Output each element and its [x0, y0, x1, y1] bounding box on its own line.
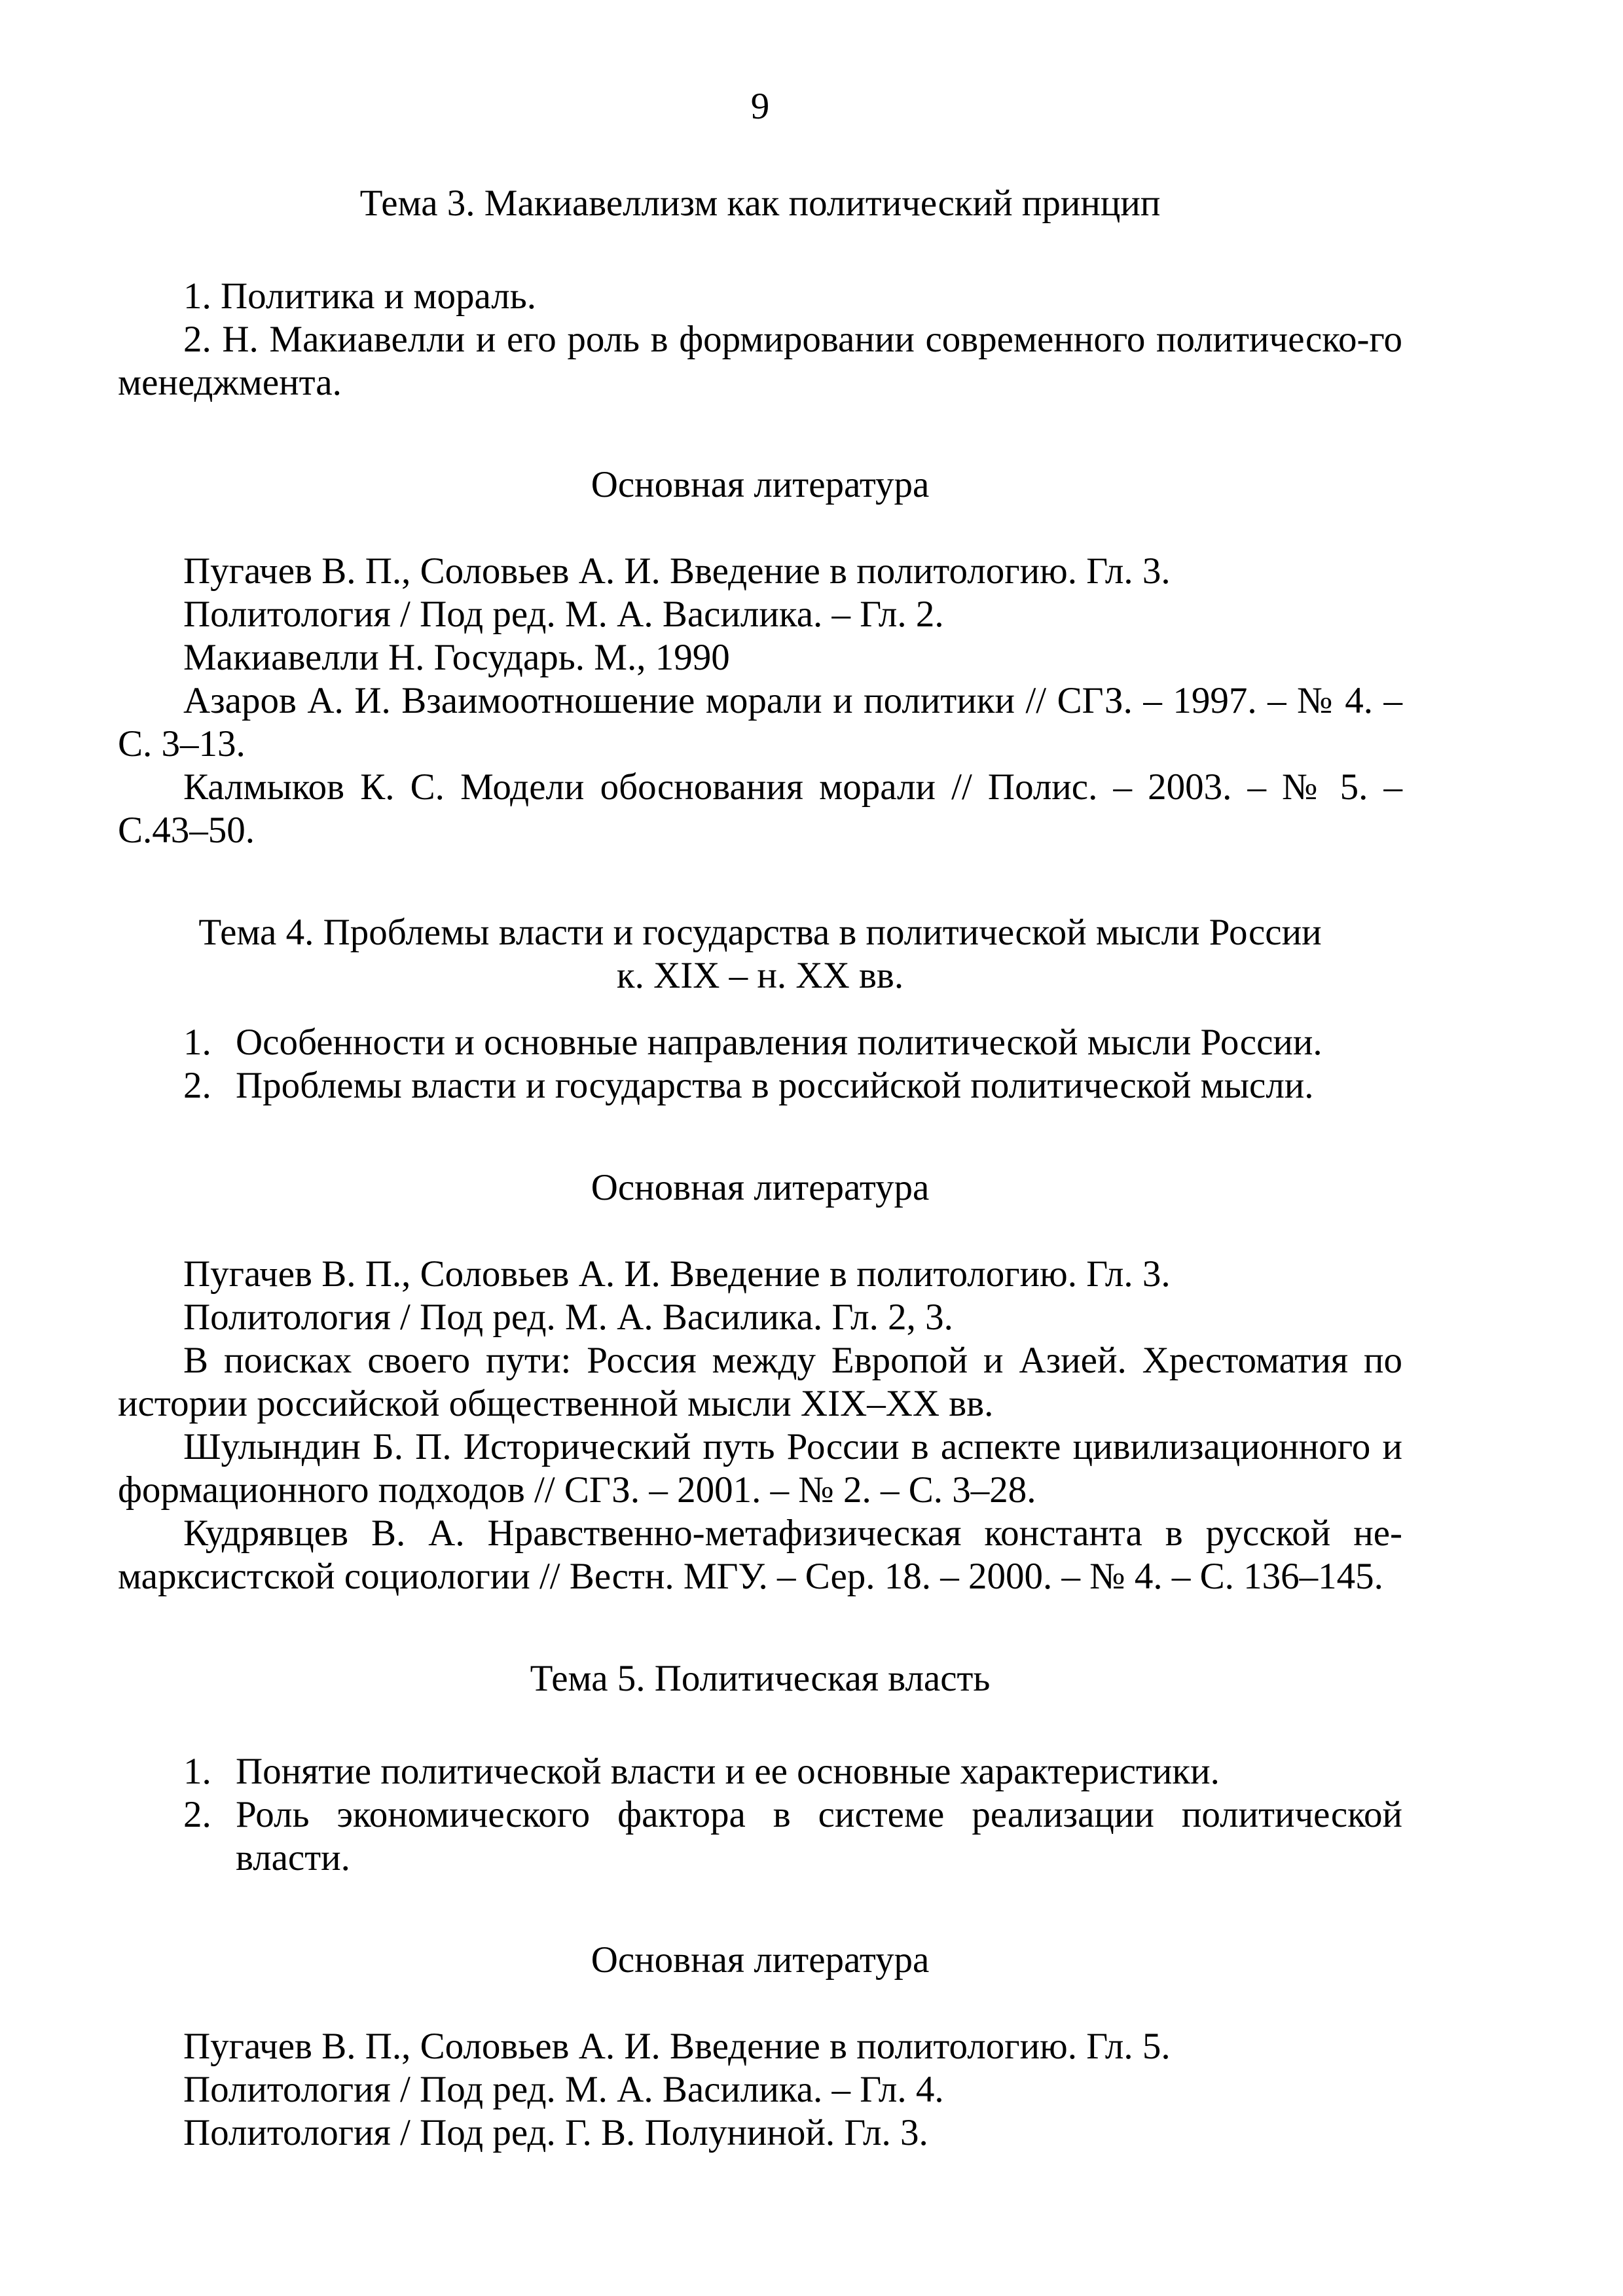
topic-4-title-line-2: к. XIX – н. XX вв.	[616, 955, 904, 996]
topic-5-item-2-number: 2.	[183, 1794, 211, 1835]
topic-5-section	[118, 1657, 1402, 2155]
topic-3-literature-4: Азаров А. И. Взаимоотношение морали и политики // СГЗ. – 1997. – № 4. – С. 3–13.	[118, 680, 1402, 764]
topic-5-question-list	[118, 1750, 1402, 1880]
topic-5-item-1	[118, 1750, 1402, 1793]
topic-4-literature-2: Политология / Под ред. М. А. Василика. Гл. 2, 3.	[183, 1297, 953, 1338]
topic-5-literature-3: Политология / Под ред. Г. В. Полуниной. Гл. 3.	[183, 2112, 928, 2153]
topic-4-item-2	[118, 1064, 1402, 1107]
topic-4-item-2-text: Проблемы власти и государства в российской политической мысли.	[236, 1065, 1314, 1106]
topic-4-literature-1: Пугачев В. П., Соловьев А. И. Введение в политологию. Гл. 3.	[183, 1253, 1171, 1295]
topic-3-literature-3: Макиавелли Н. Государь. М., 1990	[183, 637, 730, 678]
document-page	[118, 85, 1402, 2155]
topic-4-literature-4: Шулындин Б. П. Исторический путь России в аспекте цивилизационного и формационного подходов // СГЗ. – 2001. – № 2. – С. 3–28.	[118, 1426, 1402, 1511]
topic-3-literature-heading: Основная литература	[591, 464, 930, 505]
topic-3-literature-5: Калмыков К. С. Модели обоснования морали // Полис. – 2003. – № 5. – С.43–50.	[118, 766, 1402, 851]
topic-5-title: Тема 5. Политическая власть	[530, 1658, 991, 1699]
topic-5-literature-1: Пугачев В. П., Соловьев А. И. Введение в политологию. Гл. 5.	[183, 2026, 1171, 2067]
topic-3-title: Тема 3. Макиавеллизм как политический принцип	[359, 183, 1161, 224]
topic-4-section	[118, 911, 1402, 1598]
topic-5-item-1-number: 1.	[183, 1751, 211, 1792]
topic-3-literature-2: Политология / Под ред. М. А. Василика. – Гл. 2.	[183, 594, 944, 635]
topic-5-item-2	[118, 1793, 1402, 1880]
topic-4-literature-5: Кудрявцев В. А. Нравственно-метафизическая константа в русской не-марксистской социологии // Вестн. МГУ. – Сер. 18. – 2000. – № 4. – С. 136–145.	[118, 1513, 1402, 1597]
topic-3-literature-1: Пугачев В. П., Соловьев А. И. Введение в политологию. Гл. 3.	[183, 550, 1171, 592]
topic-5-item-1-text: Понятие политической власти и ее основные характеристики.	[236, 1751, 1220, 1792]
topic-5-item-2-text: Роль экономического фактора в системе реализации политической власти.	[236, 1794, 1402, 1878]
topic-5-literature-2: Политология / Под ред. М. А. Василика. – Гл. 4.	[183, 2069, 944, 2110]
topic-3-item-2: 2. Н. Макиавелли и его роль в формировании современного политическо-го менеджмента.	[118, 319, 1402, 403]
topic-4-item-2-number: 2.	[183, 1065, 211, 1106]
topic-4-item-1-text: Особенности и основные направления политической мысли России.	[236, 1022, 1322, 1063]
topic-4-item-1-number: 1.	[183, 1022, 211, 1063]
topic-4-item-1	[118, 1021, 1402, 1064]
topic-3-item-1: 1. Политика и мораль.	[183, 276, 536, 317]
topic-4-title-line-1: Тема 4. Проблемы власти и государства в политической мысли России	[198, 912, 1322, 953]
topic-4-title	[118, 911, 1402, 997]
page-number: 9	[750, 86, 770, 127]
topic-5-literature-heading: Основная литература	[591, 1939, 930, 1981]
topic-4-question-list	[118, 1021, 1402, 1107]
topic-4-literature-3: В поисках своего пути: Россия между Европой и Азией. Хрестоматия по истории российской общественной мысли XIX–XX вв.	[118, 1340, 1402, 1424]
topic-3-section	[118, 182, 1402, 852]
topic-4-literature-heading: Основная литература	[591, 1167, 930, 1208]
